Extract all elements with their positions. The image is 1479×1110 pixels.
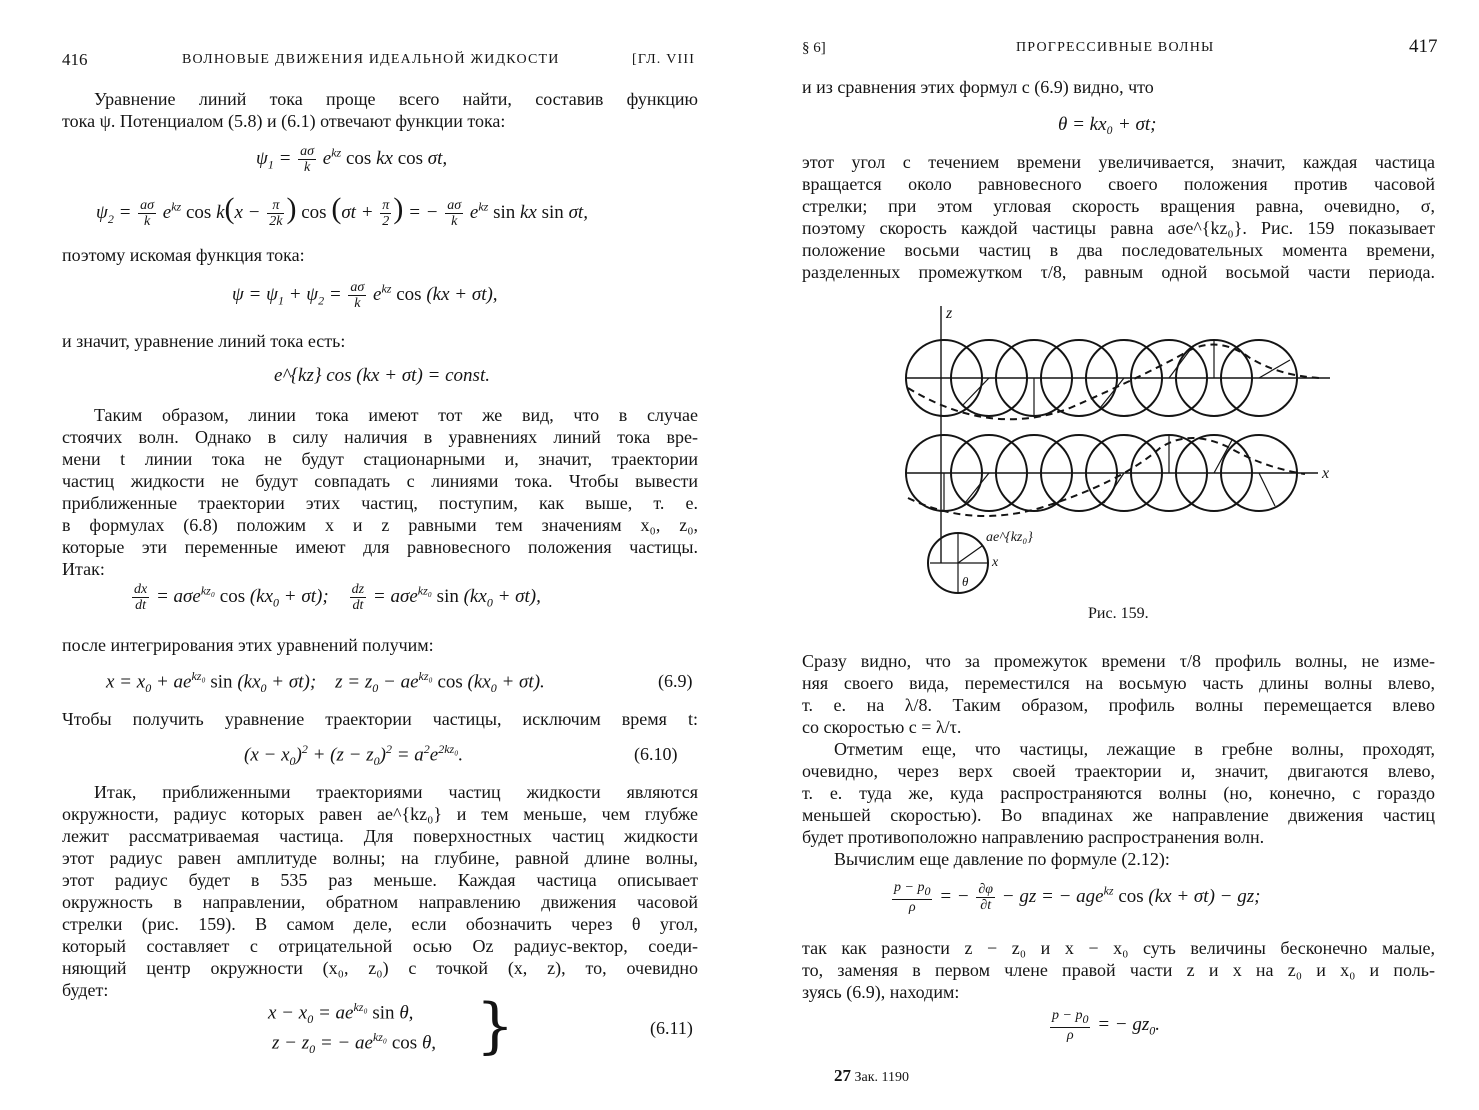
paragraph-line: стрелки; при этом угловая скорость вращения равна, очевидно, σ,: [802, 196, 1435, 216]
paragraph-line: окружность в направлении, обратном направлению движения часовой: [62, 892, 698, 912]
paragraph-line: этот радиус равен амплитуде волны; на глубине, равной длине волны,: [62, 848, 698, 868]
paragraph-line: очевидно, через верх своей траектории и, значит, двигаются влево,: [802, 761, 1435, 781]
paragraph-line: будет противоположно направлению распространения волн.: [802, 827, 1265, 847]
running-head: ПРОГРЕССИВНЫЕ ВОЛНЫ: [1016, 40, 1215, 55]
equation-const: e^{kz} cos (kx + σt) = const.: [274, 365, 490, 386]
paragraph-line: этот угол с течением времени увеличивается, значит, каждая частица: [802, 152, 1435, 172]
text-itak: Итак:: [62, 559, 105, 579]
inset-radius: [958, 546, 982, 563]
paragraph-line: меньшей скоростью). Во впадинах же направление движения частиц: [802, 805, 1435, 825]
equation-x-system: $x - x_0 = ae^{kz_0}$ sin θ,: [268, 1000, 414, 1027]
text-budet: будет:: [62, 980, 109, 1000]
paragraph-line: приближенные траектории этих частиц, поступим, как выше, т. е.: [62, 493, 698, 513]
paragraph-line: в формулах (6.8) положим x и z равными тем значениям x₀, z₀,: [62, 515, 698, 535]
paragraph-line: который составляет с отрицательной осью Oz радиус-вектор, соеди-: [62, 936, 698, 956]
text-vychislim: Вычислим еще давление по формуле (2.12):: [834, 849, 1170, 869]
paragraph-line: Сразу видно, что за промежуток времени τ/8 профиль волны, не изме-: [802, 651, 1435, 671]
equation-trajectory: $x = x_0 + ae^{kz_0}$ $\sin (kx_0 + \sigma t)$; $z = z_0 - ae^{kz_0}$ $\cos (kx_0 + \sigma t)$.: [106, 669, 545, 696]
equation-number: (6.11): [650, 1018, 693, 1038]
paragraph-line: стоячих волн. Однако в силу наличия в уравнениях линий тока вре-: [62, 427, 698, 447]
inset-x-label: x: [992, 555, 999, 570]
text-intro: и из сравнения этих формул с (6.9) видно, что: [802, 77, 1154, 97]
paragraph-line: тока ψ. Потенциалом (5.8) и (6.1) отвечают функции тока:: [62, 111, 506, 131]
paragraph-line: мени t линии тока не будут стационарными и, значит, траектории: [62, 449, 698, 469]
equation-number: (6.10): [634, 744, 678, 764]
paragraph-line: поэтому скорость каждой частицы равна aσe^{kz₀}. Рис. 159 показывает: [802, 218, 1435, 238]
top-wave-profile: [908, 345, 1320, 420]
paragraph-line: окружности, радиус которых равен ae^{kz₀} и тем меньше, чем глубже: [62, 804, 698, 824]
running-head: ВОЛНОВЫЕ ДВИЖЕНИЯ ИДЕАЛЬНОЙ ЖИДКОСТИ: [182, 52, 560, 67]
right-page: [740, 0, 1479, 1110]
paragraph-line: так как разности z − z₀ и x − x₀ суть величины бесконечно малые,: [802, 938, 1435, 958]
equation-pressure: $\frac{p - p_0}{\rho}$ = − $\frac{\partial\varphi}{\partial t}$ − gz = − age$^{kz}$ cos (kx + σt) − gz;: [894, 880, 1261, 915]
page-number: 417: [1409, 36, 1438, 57]
equation-pressure-result: $\frac{p - p_0}{\rho}$ = − $gz_0$.: [1052, 1008, 1160, 1043]
z-axis-label: z: [946, 305, 953, 322]
paragraph-line: няющий центр окружности (x₀, z₀) с точкой (x, z), то, очевидно: [62, 958, 698, 978]
chapter-reference: [ГЛ. VIII: [632, 52, 696, 67]
figure-caption: Рис. 159.: [1088, 605, 1149, 622]
paragraph-line: т. е. на λ/8. Таким образом, профиль волны перемещается влево: [802, 695, 1435, 715]
x-axis-label: x: [1322, 465, 1330, 482]
equation-psi: $\psi = \psi_1 + \psi_2$ = $\frac{a\sigma}{k}$ $e^{kz}$ cos (kx + σt),: [232, 280, 498, 311]
page-number: 416: [62, 50, 88, 69]
paragraph-line: разделенных промежутком τ/8, равным одной восьмой части периода.: [802, 262, 1435, 282]
paragraph-line: Отметим еще, что частицы, лежащие в гребне волны, проходят,: [834, 739, 1435, 759]
paragraph-line: этот радиус будет в 535 раз меньше. Каждая частица описывает: [62, 870, 698, 890]
section-reference: § 6]: [802, 40, 826, 56]
inset-theta-label: θ: [962, 574, 969, 589]
paragraph-line: положение восьми частиц в два последовательных момента времени,: [802, 240, 1435, 260]
paragraph-line: которые эти переменные имеют для равновесного положения частицы.: [62, 537, 698, 557]
signature-text: Зак. 1190: [854, 1070, 910, 1085]
paragraph-line: зуясь (6.9), находим:: [802, 982, 960, 1002]
paragraph-line: Таким образом, линии тока имеют тот же вид, что в случае: [94, 405, 698, 425]
figure-159: [890, 298, 1350, 598]
paragraph-line: частиц жидкости не будут совпадать с линиями тока. Чтобы вывести: [62, 471, 698, 491]
paragraph-line: вращается около равновесного своего положения против часовой: [802, 174, 1435, 194]
right-brace: }: [476, 991, 515, 1061]
paragraph-line: лежит рассматриваемая частица. Для поверхностных частиц жидкости: [62, 826, 698, 846]
text-chtoby: Чтобы получить уравнение траектории частицы, исключим время t:: [62, 709, 698, 729]
text-poetomu: поэтому искомая функция тока:: [62, 245, 305, 265]
paragraph-line: т. е. туда же, куда распространяются волны (но, конечно, с гораздо: [802, 783, 1435, 803]
paragraph-line: Уравнение линий тока проще всего найти, составив функцию: [94, 89, 698, 109]
text-znachit: и значит, уравнение линий тока есть:: [62, 331, 346, 351]
equation-number: (6.9): [658, 671, 693, 691]
equation-velocity: $\frac{dx}{dt}$ = aσe$^{kz_0}$ $\cos (kx_0 + \sigma t)$; $\frac{dz}{dt}$ = aσe$^{kz_0}$ $\sin (kx_0 + \sigma t)$,: [134, 582, 541, 613]
paragraph-line: со скоростью c = λ/τ.: [802, 717, 962, 737]
equation-psi1: $\psi_1$ = $\frac{a\sigma}{k}$ $e^{kz}$ cos kx cos σt,: [256, 144, 448, 175]
equation-theta: θ = kx₀ + σt;: [1058, 114, 1157, 135]
paragraph-line: стрелки (рис. 159). В самом деле, если обозначить через θ угол,: [62, 914, 698, 934]
equation-psi2: $\psi_2$ = $\frac{a\sigma}{k}$ $e^{kz}$ cos k(x − $\frac{\pi}{2k}$ ) cos (σt + $\frac{\pi}{2}$ ) = − $\frac{a\sigma}{k}$ $e^{kz}$ sin kx sin σt,: [96, 192, 588, 230]
paragraph-line: няя своего вида, переместился на восьмую часть длины волны влево,: [802, 673, 1435, 693]
text-posle: после интегрирования этих уравнений получим:: [62, 635, 434, 655]
inset-radius-label: ae^{kz₀}: [986, 530, 1033, 545]
signature-mark: [834, 1066, 909, 1086]
equation-z-system: $z - z_0$ = − $ae^{kz_0}$ cos θ,: [272, 1030, 437, 1057]
signature-number: 27: [834, 1066, 851, 1085]
paragraph-line: то, заменяя в первом члене правой части z и x на z₀ и x₀ и поль-: [802, 960, 1435, 980]
paragraph-line: Итак, приближенными траекториями частиц жидкости являются: [94, 782, 698, 802]
equation-circle: $(x - x_0)^2 + (z - z_0)^2 = a^2e^{2kz_0}$.: [244, 742, 464, 769]
